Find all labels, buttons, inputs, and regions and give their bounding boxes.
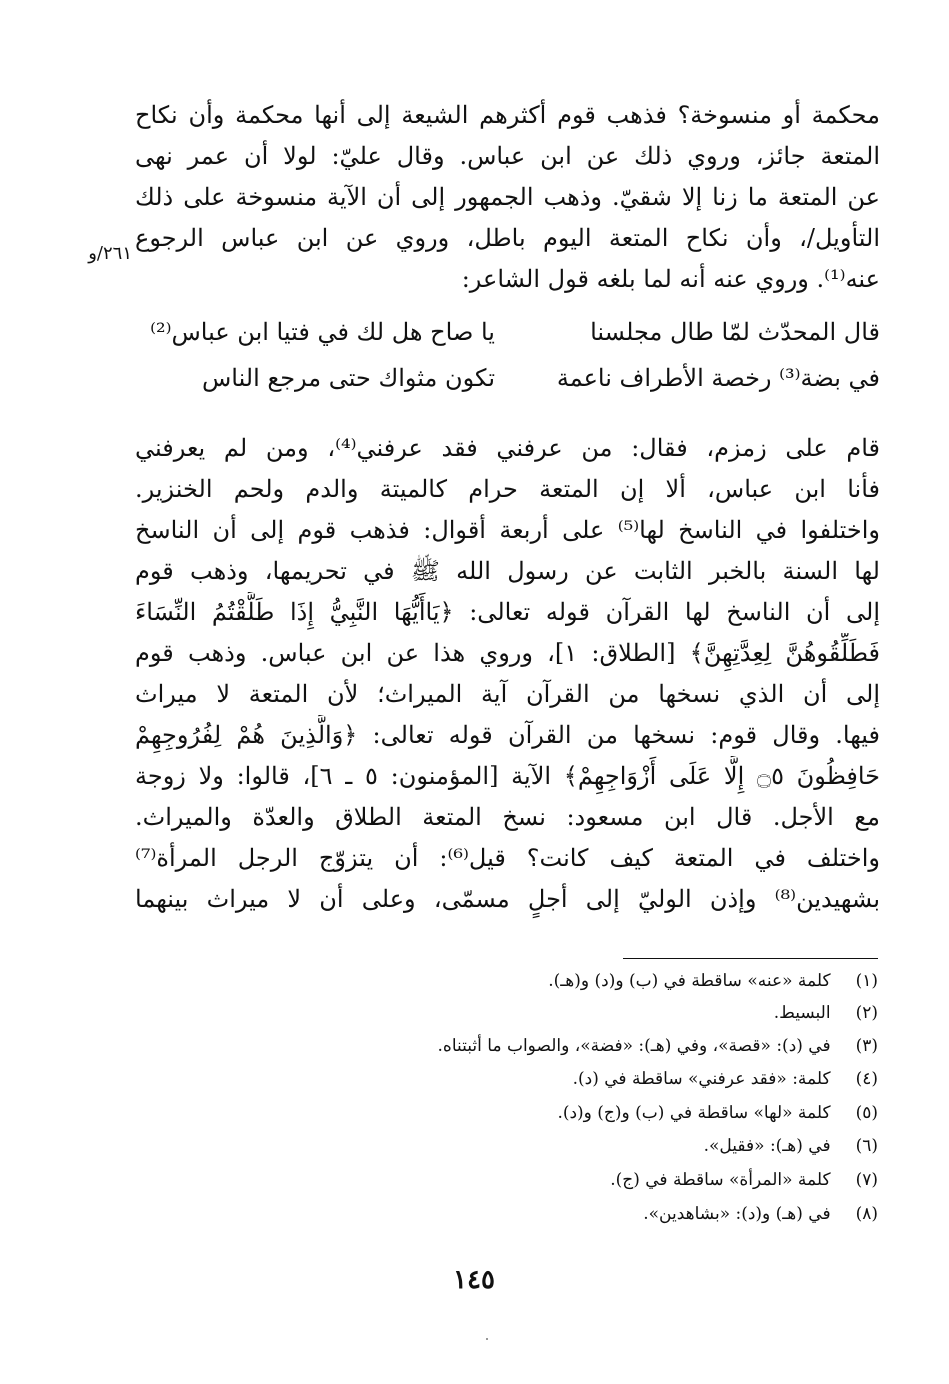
- footnote-text: كلمة «المرأة» ساقطة في (ج).: [610, 1170, 831, 1190]
- body-line: لها السنة بالخبر الثابت عن رسول الله ﷺ في تحريمها، وذهب قوم: [135, 557, 880, 585]
- verse-first-hemistich: في بضة⁽³⁾ رخصة الأطراف ناعمة: [556, 364, 880, 392]
- footnote-text: كلمة «عنه» ساقطة في (ب) و(د) و(هـ).: [548, 971, 831, 991]
- footnote-number: (٦): [855, 1136, 878, 1156]
- footnote: [200, 1165, 878, 1195]
- footnote-text: في (د): «قصة»، وفي (هـ): «فضة»، والصواب ما أثبتناه.: [437, 1036, 831, 1056]
- body-line: قام على زمزم، فقال: من عرفني فقد عرفني⁽⁴⁾، ومن لم يعرفني: [135, 434, 880, 462]
- body-line: واختلف في المتعة كيف كانت؟ قيل⁽⁶⁾: أن يتزوّج الرجل المرأة⁽⁷⁾: [135, 844, 880, 872]
- verse-second-hemistich: تكون مثواك حتى مرجع الناس: [201, 364, 495, 392]
- footnote-number: (٧): [855, 1170, 878, 1190]
- body-line: مع الأجل. قال ابن مسعود: نسخ المتعة الطلاق والعدّة والميراث.: [135, 803, 880, 831]
- footnote-text: في (هـ): «فقيل».: [703, 1136, 831, 1156]
- body-line: المتعة جائز، وروي ذلك عن ابن عباس. وقال عليّ: لولا أن عمر نهى: [135, 142, 880, 170]
- footnote-number: (٤): [855, 1069, 878, 1089]
- body-line: فيها. وقال قوم: نسخها من القرآن قوله تعالى: ﴿وَالَّذِينَ هُمْ لِفُرُوجِهِمْ: [135, 721, 880, 749]
- footnote-number: (٥): [855, 1103, 878, 1123]
- body-line: فأنا ابن عباس، ألا إن المتعة حرام كالميتة والدم ولحم الخنزير.: [135, 475, 880, 503]
- footnote-number: (٢): [855, 1003, 878, 1023]
- verse-second-hemistich: يا صاح هل لك في فتيا ابن عباس⁽²⁾: [150, 318, 495, 346]
- page-number: ١٤٥: [453, 1265, 495, 1295]
- footnote: [200, 1098, 878, 1128]
- verse-first-hemistich: قال المحدّث لمّا طال مجلسنا: [590, 318, 880, 346]
- footnote-number: (٨): [855, 1204, 878, 1224]
- body-line: إلى أن الذي نسخها من القرآن آية الميراث؛ لأن المتعة لا ميراث: [135, 680, 880, 708]
- footnote: [200, 1031, 878, 1061]
- footnote-text: البسيط.: [773, 1003, 831, 1023]
- footnote: [200, 998, 878, 1028]
- body-line: عن المتعة ما زنا إلا شقيّ. وذهب الجمهور إلى أن الآية منسوخة على ذلك: [135, 183, 880, 211]
- footnote-number: (١): [855, 971, 878, 991]
- scan-speck: [486, 1338, 488, 1340]
- body-line: إلى أن الناسخ لها القرآن قوله تعالى: ﴿يَاأَيُّهَا النَّبِيُّ إِذَا طَلَّقْتُمُ النِّسَاءَ: [135, 598, 880, 626]
- footnote-number: (٣): [855, 1036, 878, 1056]
- body-line: عنه⁽¹⁾. وروي عنه أنه لما بلغه قول الشاعر:: [461, 265, 880, 293]
- body-line: بشهيدين⁽⁸⁾ وإذن الوليّ إلى أجلٍ مسمّى، وعلى أن لا ميراث بينهما: [135, 885, 880, 913]
- footnote-text: كلمة: «فقد عرفني» ساقطة في (د).: [572, 1069, 831, 1089]
- margin-folio-note: ٢٦١/و: [88, 243, 132, 264]
- body-line: واختلفوا في الناسخ لها⁽⁵⁾ على أربعة أقوال: فذهب قوم إلى أن الناسخ: [135, 516, 880, 544]
- body-line: حَافِظُونَ ۝٥ إِلَّا عَلَى أَزْوَاجِهِمْ﴾ الآية [المؤمنون: ٥ ـ ٦]، قالوا: ولا زوجة: [135, 762, 880, 790]
- footnote: [200, 1199, 878, 1229]
- footnote: [200, 1131, 878, 1161]
- footnote-text: كلمة «لها» ساقطة في (ب) و(ج) و(د).: [557, 1103, 831, 1123]
- body-line: التأويل/، وأن نكاح المتعة اليوم باطل، وروي عن ابن عباس الرجوع: [135, 224, 880, 252]
- footnote: [200, 1064, 878, 1094]
- footnote-text: في (هـ) و(د): «بشاهدين».: [643, 1204, 831, 1224]
- body-line: محكمة أو منسوخة؟ فذهب قوم أكثرهم الشيعة إلى أنها محكمة وأن نكاح: [135, 101, 880, 129]
- body-line: فَطَلِّقُوهُنَّ لِعِدَّتِهِنَّ﴾ [الطلاق: ١]، وروي هذا عن ابن عباس. وذهب قوم: [135, 639, 880, 667]
- footnote-separator: [623, 958, 878, 959]
- footnote: [200, 966, 878, 996]
